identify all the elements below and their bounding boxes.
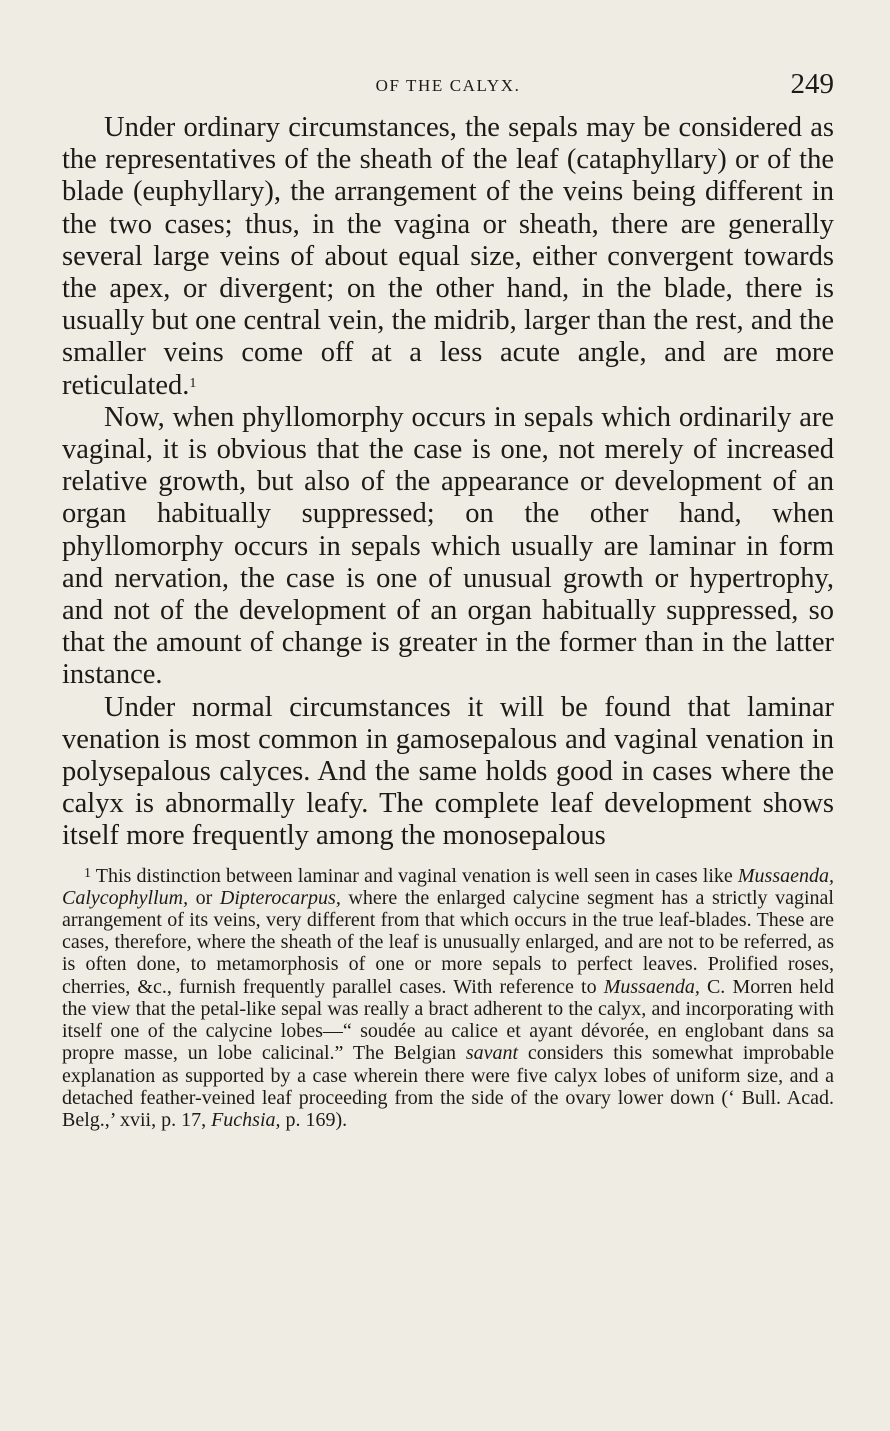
- footnote-italic-3: Mussaenda,: [603, 975, 700, 998]
- paragraph-2: Now, when phyllomorphy occurs in sepals which ordinarily are vaginal, it is obvious that the case is one, not merely of increased relative growth, but also of the appearance or development of an organ habitually suppressed; on the other hand, when phyllomorphy occurs in sepals which usually are laminar in form and nervation, the case is one of unusual growth or hypertrophy, and not of the development of an organ habitually suppressed, so that the amount of change is greater in the former than in the latter instance.: [62, 401, 834, 691]
- paragraph-1-text: Under ordinary circumstances, the sepals may be considered as the representatives of the sheath of the leaf (cataphyllary) or of the blade (euphyllary), the arrangement of the veins being different in the two cases; thus, in the vagina or sheath, there are generally several large veins of about equal size, either convergent towards the apex, or divergent; on the other hand, in the blade, there is usually but one central vein, the midrib, larger than the rest, and the smaller veins come off at a less acute angle, and are more reticulated.: [62, 112, 834, 401]
- footnote-italic-1: Mussaenda, Calycophyllum,: [62, 864, 834, 909]
- paragraph-3: Under normal circumstances it will be found that laminar venation is most common in gamosepalous and vaginal venation in polysepalous calyces. And the same holds good in cases where the calyx is abnormally leafy. The complete leaf development shows itself more frequently among the monosepalous: [62, 691, 834, 852]
- paragraph-1: [62, 112, 834, 402]
- footnote-text-6: p. 169).: [280, 1108, 348, 1131]
- page-number: 249: [790, 68, 834, 100]
- footnote-text-2: or: [188, 886, 220, 909]
- running-title: OF THE CALYX.: [375, 76, 521, 95]
- footnote-marker: 1: [84, 865, 91, 881]
- footnote-reference: 1: [189, 375, 197, 391]
- footnote-text-3: where the enlarged calycine segment has a strictly vaginal arrangement of its veins, very different from that which occurs in the true leaf-blades. These are cases, therefore, where the sheath of the leaf is unusually enlarged, and are not to be referred, as is often done, to metamorphosis of one or more sepals to perfect leaves. Prolified roses, cherries, &c., furnish frequently parallel cases. With reference to: [62, 886, 834, 998]
- footnote: [62, 865, 834, 1131]
- footnote-text-5: considers this somewhat improbable explanation as supported by a case wherein there were five calyx lobes of uniform size, and a detached feather-veined leaf proceeding from the side of the ovary lower down (‘ Bull. Acad. Belg.,’ xvii, p. 17,: [62, 1042, 834, 1131]
- footnote-text-1: This distinction between laminar and vaginal venation is well seen in cases like: [95, 864, 738, 887]
- footnote-text-4: C. Morren held the view that the petal-like sepal was really a bract adherent to the calyx, and incorporating with itself one of the calycine lobes—“ soudée au calice et ayant dévorée, en englobant dans sa propre masse, un lobe calicinal.” The Belgian: [62, 975, 834, 1065]
- footnote-italic-5: Fuchsia,: [211, 1108, 281, 1131]
- footnote-italic-2: Dipterocarpus,: [219, 886, 341, 909]
- body-text: [62, 112, 834, 853]
- running-head: [62, 68, 834, 112]
- footnote-italic-4: savant: [465, 1042, 519, 1065]
